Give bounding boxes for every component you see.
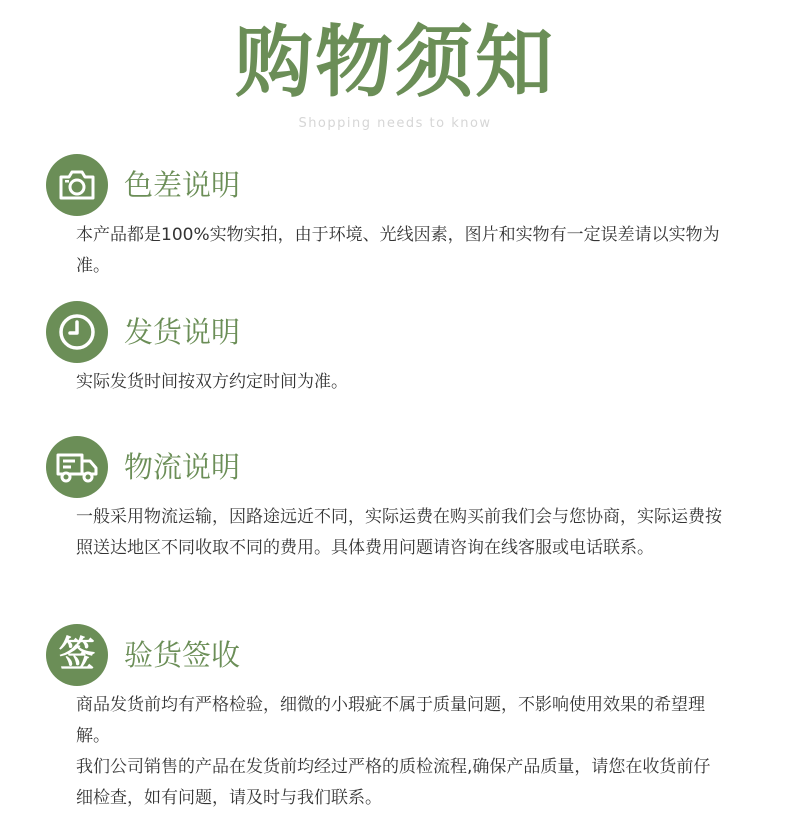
page-subtitle: Shopping needs to know: [298, 116, 492, 131]
sign-icon-char: 签: [58, 634, 95, 675]
sign-icon: [46, 624, 108, 686]
section-heading: 发货说明: [124, 315, 241, 349]
section-paragraph: 我们公司销售的产品在发货前均经过严格的质检流程,确保产品质量，请您在收货前仔细检查，如有问题，请及时与我们联系。: [76, 757, 711, 808]
section-paragraph: 本产品都是100%实物实拍，由于环境、光线因素，图片和实物有一定误差请以实物为准。: [76, 225, 720, 276]
section-paragraph: 实际发货时间按双方约定时间为准。: [76, 372, 348, 392]
camera-icon: [46, 154, 108, 216]
section-paragraph: 一般采用物流运输，因路途远近不同，实际运费在购买前我们会与您协商，实际运费按照送达地区不同收取不同的费用。具体费用问题请咨询在线客服或电话联系。: [76, 507, 722, 558]
section-heading: 物流说明: [124, 450, 241, 484]
section-body: [76, 367, 726, 398]
section-heading: 验货签收: [124, 638, 241, 672]
page-title: 购物须知: [234, 18, 555, 108]
section-body: [76, 220, 726, 282]
truck-icon: [46, 436, 108, 498]
clock-icon: [46, 301, 108, 363]
section-heading: 色差说明: [124, 168, 241, 202]
section-body: [76, 690, 726, 814]
section-paragraph: 商品发货前均有严格检验，细微的小瑕疵不属于质量问题，不影响使用效果的希望理解。: [76, 695, 705, 746]
section-body: [76, 502, 726, 564]
